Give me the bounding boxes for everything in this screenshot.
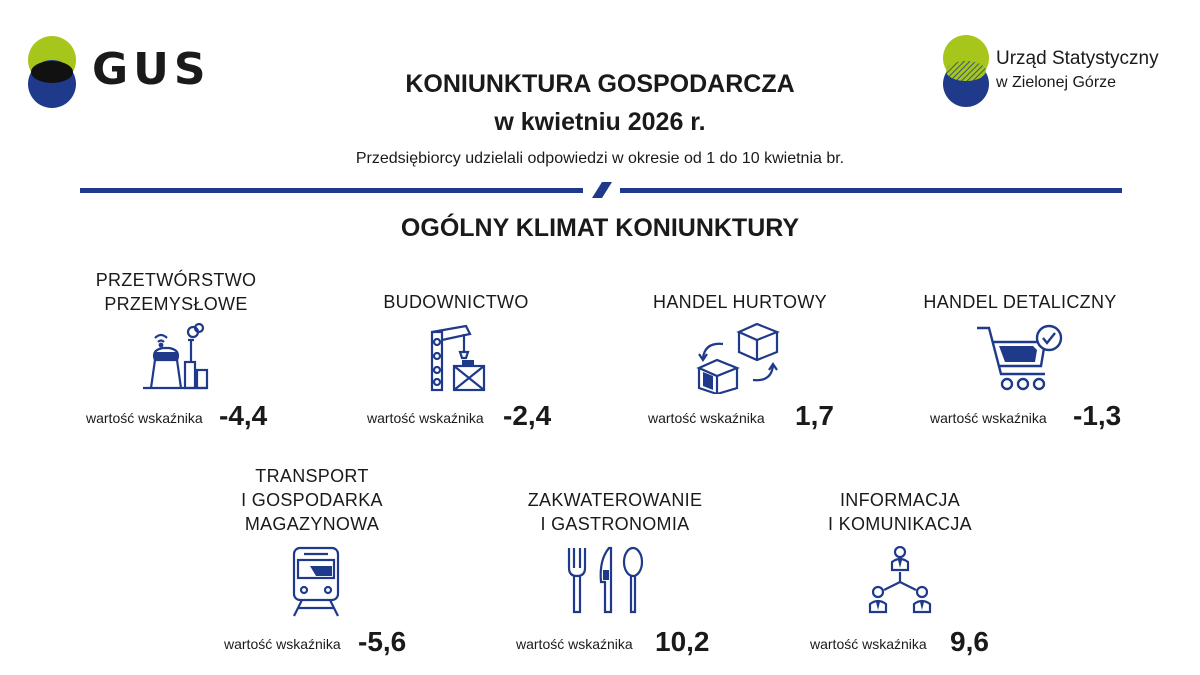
sector-title-line1: BUDOWNICTWO xyxy=(383,292,529,312)
sector-title xyxy=(505,488,725,536)
crane-icon xyxy=(420,322,500,394)
sector-title-line1: ZAKWATEROWANIE xyxy=(527,490,703,510)
indicator-value: 9,6 xyxy=(950,626,989,657)
boxes-exchange-icon xyxy=(695,322,787,394)
train-icon xyxy=(288,546,344,618)
sector-title xyxy=(76,268,276,316)
page-subtitle: Przedsiębiorcy udzielali odpowiedzi w okresie od 1 do 10 kwietnia br. xyxy=(355,150,845,167)
indicator-label: wartość wskaźnika xyxy=(648,410,765,426)
us-logo xyxy=(940,34,1180,108)
cutlery-icon xyxy=(565,546,649,618)
indicator-value: -5,6 xyxy=(358,626,407,657)
gus-logo-mark xyxy=(26,34,86,110)
indicator-value: -2,4 xyxy=(503,400,552,431)
section-title: OGÓLNY KLIMAT KONIUNKTURY xyxy=(400,214,800,242)
factory-icon xyxy=(135,322,215,392)
us-logo-mark xyxy=(940,34,992,108)
page-title-line1: KONIUNKTURA GOSPODARCZA xyxy=(405,70,795,98)
shopping-cart-icon xyxy=(975,322,1067,392)
indicator-label: wartość wskaźnika xyxy=(930,410,1047,426)
sector-title xyxy=(356,290,556,314)
gus-logo xyxy=(26,34,216,110)
sector-title-line3: MAGAZYNOWA xyxy=(244,514,380,534)
sector-title xyxy=(910,290,1130,314)
sector-title-line1: HANDEL HURTOWY xyxy=(653,292,827,312)
us-logo-text-line1: Urząd Statystyczny xyxy=(996,48,1159,69)
sector-title xyxy=(212,464,412,536)
sector-title-line1: INFORMACJA xyxy=(840,490,960,510)
indicator-label: wartość wskaźnika xyxy=(224,636,341,652)
sector-title xyxy=(630,290,850,314)
header-divider xyxy=(80,182,1122,198)
network-people-icon xyxy=(864,546,936,618)
indicator-value: 1,7 xyxy=(795,400,834,431)
indicator-value: -1,3 xyxy=(1073,400,1122,431)
indicator-label: wartość wskaźnika xyxy=(516,636,633,652)
gus-logo-text: GUS xyxy=(92,44,211,95)
us-logo-text-line2: w Zielonej Górze xyxy=(996,74,1117,91)
sector-title-line1: TRANSPORT xyxy=(255,466,369,486)
indicator-label: wartość wskaźnika xyxy=(810,636,927,652)
sector-title-line2: I GOSPODARKA xyxy=(241,490,383,510)
indicator-value: -4,4 xyxy=(219,400,268,431)
page-title-line2: w kwietniu 2026 r. xyxy=(494,108,706,136)
sector-title-line1: HANDEL DETALICZNY xyxy=(923,292,1117,312)
sector-title-line2: I KOMUNIKACJA xyxy=(828,514,972,534)
sector-title-line2: I GASTRONOMIA xyxy=(540,514,690,534)
sector-title xyxy=(790,488,1010,536)
sector-title-line1: PRZETWÓRSTWO xyxy=(95,270,257,290)
sector-title-line2: PRZEMYSŁOWE xyxy=(104,294,248,314)
indicator-value: 10,2 xyxy=(655,626,710,657)
indicator-label: wartość wskaźnika xyxy=(367,410,484,426)
indicator-label: wartość wskaźnika xyxy=(86,410,203,426)
